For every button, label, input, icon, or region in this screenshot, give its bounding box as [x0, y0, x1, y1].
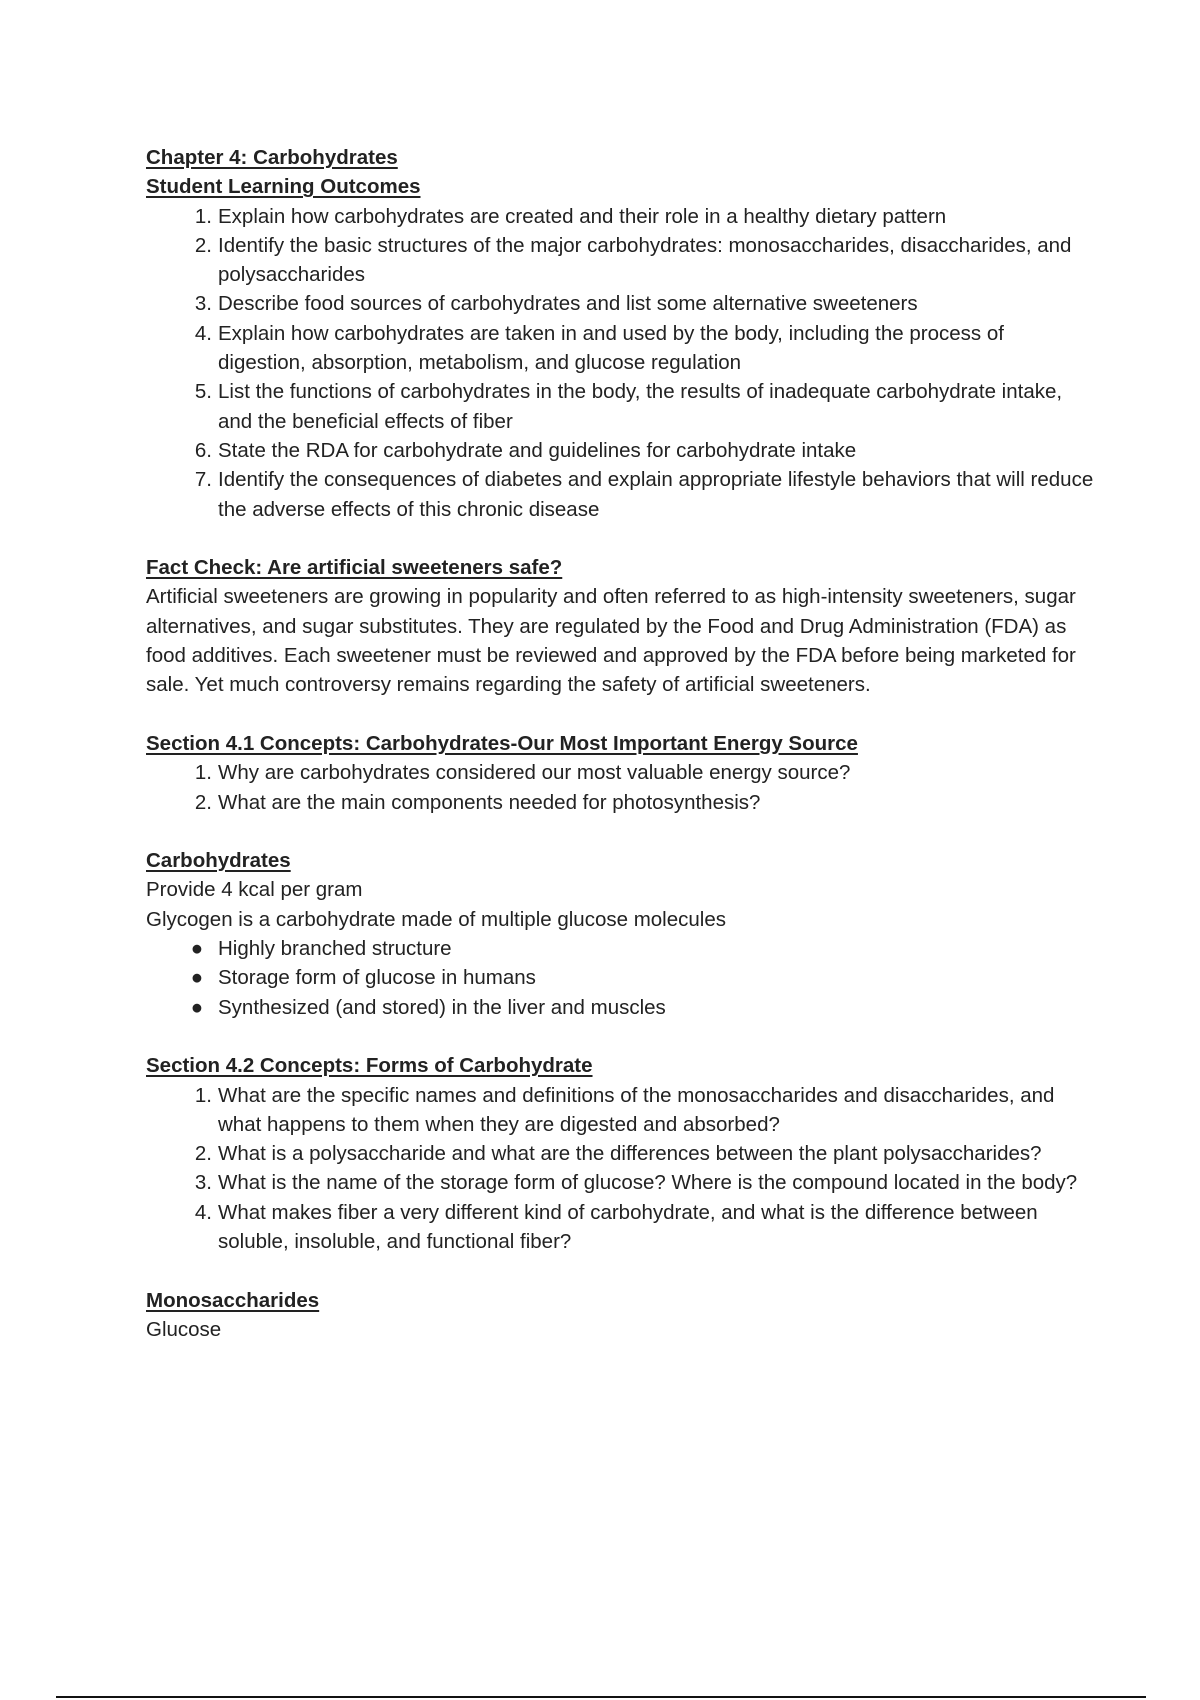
list-item-text: Why are carbohydrates considered our most valuable energy source? [218, 761, 851, 785]
document-page [146, 143, 1096, 1344]
spacer [146, 1256, 1096, 1285]
outcomes-list [146, 202, 1096, 524]
list-number: 3. [194, 1171, 212, 1195]
list-number: 2. [194, 790, 212, 814]
list-item-text: What are the main components needed for photosynthesis? [218, 790, 761, 814]
list-item-text: What is the name of the storage form of glucose? Where is the compound located in the body? [218, 1171, 1078, 1195]
outcomes-heading: Student Learning Outcomes [146, 175, 421, 199]
list-item-text: What are the specific names and definitions of the monosaccharides and disaccharides, and what happens to them when they are digested and absorbed? [218, 1083, 1055, 1136]
bullet-item [146, 934, 1096, 963]
bullet-item-text: Storage form of glucose in humans [218, 966, 536, 990]
list-item [146, 436, 1096, 465]
monosaccharides-line-1: Glucose [146, 1317, 222, 1341]
carbohydrates-heading: Carbohydrates [146, 849, 291, 873]
list-item-text: Identify the consequences of diabetes and explain appropriate lifestyle behaviors that will reduce the adverse effects of this chronic disease [218, 468, 1094, 521]
list-number: 1. [194, 761, 212, 785]
section-4-2-list [146, 1081, 1096, 1257]
list-item [146, 1139, 1096, 1168]
list-number: 6. [194, 438, 212, 462]
glycogen-bullet-list [146, 934, 1096, 1022]
list-item [146, 202, 1096, 231]
list-number: 5. [194, 380, 212, 404]
list-number: 4. [194, 321, 212, 345]
list-item-text: List the functions of carbohydrates in the body, the results of inadequate carbohydrate intake, and the beneficial effects of fiber [218, 380, 1063, 433]
section-4-1-list [146, 758, 1096, 817]
spacer [146, 700, 1096, 729]
bullet-item [146, 963, 1096, 992]
list-item [146, 377, 1096, 436]
list-number: 1. [194, 1083, 212, 1107]
carbohydrates-line-1: Provide 4 kcal per gram [146, 878, 363, 902]
list-item [146, 231, 1096, 290]
list-item [146, 289, 1096, 318]
list-item-text: State the RDA for carbohydrate and guidelines for carbohydrate intake [218, 438, 857, 462]
list-number: 7. [194, 468, 212, 492]
spacer [146, 817, 1096, 846]
section-4-1-heading: Section 4.1 Concepts: Carbohydrates-Our Most Important Energy Source [146, 731, 858, 755]
list-item [146, 319, 1096, 378]
list-item [146, 465, 1096, 524]
list-item [146, 1168, 1096, 1197]
bullet-icon: ● [190, 995, 204, 1019]
list-number: 1. [194, 204, 212, 228]
list-item [146, 758, 1096, 787]
list-item-text: What is a polysaccharide and what are the differences between the plant polysaccharides? [218, 1142, 1042, 1166]
fact-check-body: Artificial sweeteners are growing in popularity and often referred to as high-intensity sweeteners, sugar alternatives, and sugar substitutes. They are regulated by the Food and Drug Administration (FDA) as food additives. Each sweetener must be reviewed and approved by the FDA before being marketed for sale. Yet much controversy remains regarding the safety of artificial sweeteners. [146, 585, 1076, 697]
list-item [146, 1198, 1096, 1257]
fact-check-heading: Fact Check: Are artificial sweeteners safe? [146, 556, 563, 580]
spacer [146, 1022, 1096, 1051]
bullet-item-text: Highly branched structure [218, 937, 452, 961]
section-4-2-heading: Section 4.2 Concepts: Forms of Carbohydrate [146, 1054, 593, 1078]
bullet-item [146, 993, 1096, 1022]
list-number: 4. [194, 1200, 212, 1224]
list-item-text: Explain how carbohydrates are taken in and used by the body, including the process of digestion, absorption, metabolism, and glucose regulation [218, 321, 1004, 375]
carbohydrates-line-2: Glycogen is a carbohydrate made of multiple glucose molecules [146, 907, 726, 931]
chapter-title: Chapter 4: Carbohydrates [146, 146, 398, 169]
bullet-icon: ● [190, 966, 204, 990]
bullet-icon: ● [190, 937, 204, 961]
spacer [146, 524, 1096, 553]
list-item-text: Explain how carbohydrates are created and their role in a healthy dietary pattern [218, 204, 947, 228]
list-item [146, 788, 1096, 817]
list-item-text: Describe food sources of carbohydrates and list some alternative sweeteners [218, 292, 918, 316]
list-number: 2. [194, 233, 212, 257]
list-number: 2. [194, 1142, 212, 1166]
bullet-item-text: Synthesized (and stored) in the liver and muscles [218, 995, 666, 1019]
page-bottom-divider [56, 1696, 1146, 1698]
list-item-text: Identify the basic structures of the major carbohydrates: monosaccharides, disaccharides, and polysaccharides [218, 233, 1072, 287]
list-number: 3. [194, 292, 212, 316]
list-item [146, 1081, 1096, 1140]
monosaccharides-heading: Monosaccharides [146, 1288, 320, 1312]
list-item-text: What makes fiber a very different kind of carbohydrate, and what is the difference between soluble, insoluble, and functional fiber? [218, 1200, 1038, 1253]
